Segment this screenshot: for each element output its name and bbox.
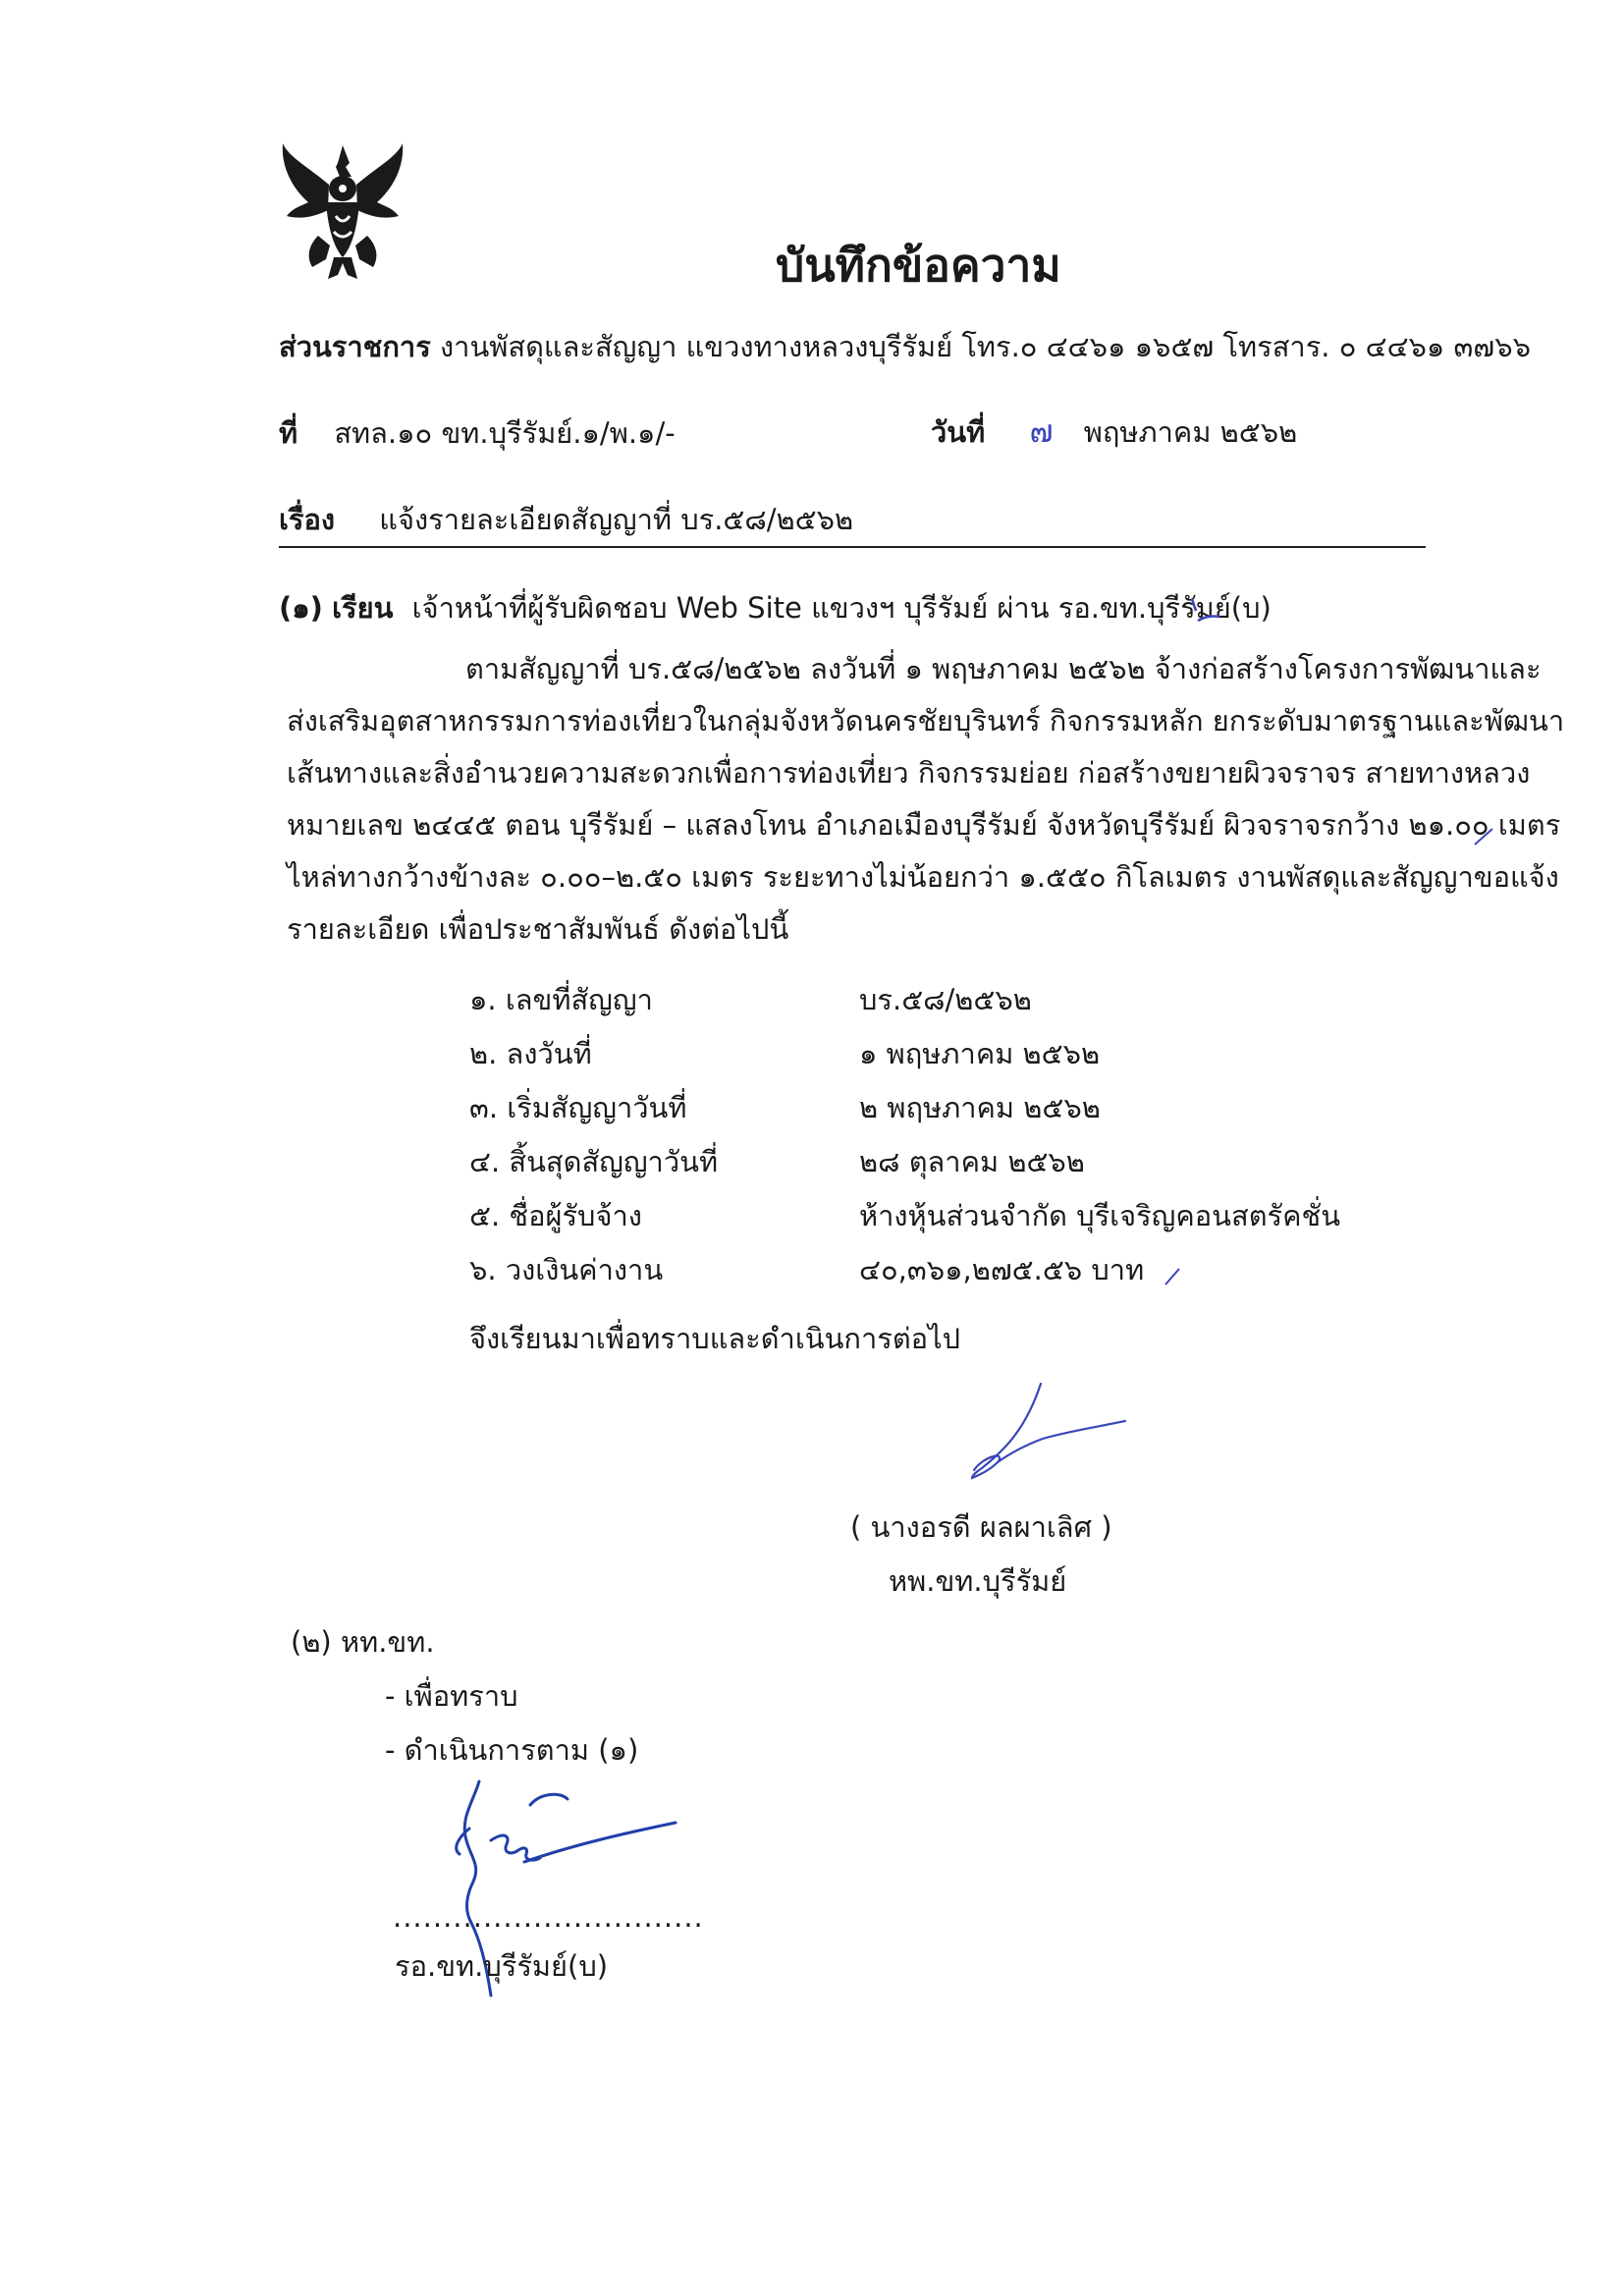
signer-name: ( นางอรดี ผลผาเลิศ )	[850, 1510, 1112, 1544]
handwritten-mark	[1473, 825, 1496, 848]
subject-divider	[279, 546, 1426, 548]
addressee-line	[279, 588, 1272, 628]
body-line: หมายเลข ๒๔๔๕ ตอน บุรีรัมย์ – แสลงโทน อำเภอเมืองบุรีรัมย์ จังหวัดบุรีรัมย์ ผิวจราจรกว้าง ๒๑.๐๐ เมตร	[287, 808, 1561, 842]
section-2-heading: (๒) หท.ขท.	[291, 1625, 435, 1659]
handwritten-mark	[1162, 1265, 1185, 1288]
subject-value: แจ้งรายละเอียดสัญญาที่ บร.๕๘/๒๕๖๒	[379, 503, 854, 536]
addressee-label: เรียน	[332, 591, 394, 625]
item-label: ๖. วงเงินค่างาน	[469, 1253, 664, 1286]
item-value: ๑ พฤษภาคม ๒๕๖๒	[859, 1037, 1101, 1070]
date-day-handwritten: ๗	[1029, 412, 1054, 450]
body-line: รายละเอียด เพื่อประชาสัมพันธ์ ดังต่อไปนี้	[287, 912, 789, 946]
subject-line	[279, 500, 853, 539]
reference-value: สทล.๑๐ ขท.บุรีรัมย์.๑/พ.๑/-	[334, 416, 676, 450]
body-line: ส่งเสริมอุตสาหกรรมการท่องเที่ยวในกลุ่มจังหวัดนครชัยบุรินทร์ กิจกรรมหลัก ยกระดับมาตรฐานและพัฒนา	[287, 704, 1565, 738]
item-label: ๑. เลขที่สัญญา	[469, 983, 653, 1016]
item-label: ๕. ชื่อผู้รับจ้าง	[469, 1199, 642, 1232]
section-2-item: - เพื่อทราบ	[385, 1679, 518, 1713]
addressee-number: (๑)	[279, 591, 323, 625]
subject-label: เรื่อง	[279, 503, 336, 536]
page-title: บันทึกข้อความ	[776, 239, 1061, 292]
date-line	[931, 411, 1297, 452]
closing-text: จึงเรียนมาเพื่อทราบและดำเนินการต่อไป	[469, 1322, 961, 1355]
signature-scribble	[933, 1380, 1139, 1488]
item-value: ๒๘ ตุลาคม ๒๕๖๒	[859, 1145, 1085, 1178]
signer-position: หพ.ขท.บุรีรัมย์	[889, 1564, 1067, 1598]
reference-line	[279, 413, 676, 453]
item-label: ๔. สิ้นสุดสัญญาวันที่	[469, 1145, 719, 1178]
section-2-item: - ดำเนินการตาม (๑)	[385, 1733, 639, 1767]
item-value: ห้างหุ้นส่วนจำกัด บุรีเจริญคอนสตรัคชั่น	[859, 1199, 1341, 1232]
department-value: งานพัสดุและสัญญา แขวงทางหลวงบุรีรัมย์ โทร.๐ ๔๔๖๑ ๑๖๕๗ โทรสาร. ๐ ๔๔๖๑ ๓๗๖๖	[440, 330, 1532, 363]
body-line: เส้นทางและสิ่งอำนวยความสะดวกเพื่อการท่องเที่ยว กิจกรรมย่อย ก่อสร้างขยายผิวจราจร สายทางหลวง	[287, 756, 1531, 790]
item-label: ๓. เริ่มสัญญาวันที่	[469, 1091, 687, 1124]
body-paragraph	[287, 643, 1565, 956]
body-line: ไหล่ทางกว้างข้างละ ๐.๐๐–๒.๕๐ เมตร ระยะทางไม่น้อยกว่า ๑.๕๕๐ กิโลเมตร งานพัสดุและสัญญาขอแจ้ง	[287, 860, 1559, 894]
approver-dotted-line: ...............................	[393, 1900, 704, 1934]
item-value: ๒ พฤษภาคม ๒๕๖๒	[859, 1091, 1101, 1124]
department-label: ส่วนราชการ	[279, 330, 431, 363]
garuda-emblem-icon	[279, 137, 406, 285]
department-line	[279, 327, 1531, 366]
reference-label: ที่	[279, 416, 298, 450]
approver-position: รอ.ขท.บุรีรัมย์(บ)	[395, 1949, 609, 1983]
item-label: ๒. ลงวันที่	[469, 1037, 592, 1070]
date-value: พฤษภาคม ๒๕๖๒	[1083, 415, 1298, 449]
date-label: วันที่	[931, 415, 986, 449]
body-line: ตามสัญญาที่ บร.๕๘/๒๕๖๒ ลงวันที่ ๑ พฤษภาคม ๒๕๖๒ จ้างก่อสร้างโครงการพัฒนาและ	[465, 652, 1542, 685]
handwritten-tick-mark	[1188, 593, 1227, 632]
item-value: บร.๕๘/๒๕๖๒	[859, 983, 1032, 1016]
item-value: ๔๐,๓๖๑,๒๗๕.๕๖ บาท	[859, 1253, 1145, 1286]
addressee-value: เจ้าหน้าที่ผู้รับผิดชอบ Web Site แขวงฯ บุรีรัมย์ ผ่าน รอ.ขท.บุรีรัมย์(บ)	[411, 591, 1272, 625]
